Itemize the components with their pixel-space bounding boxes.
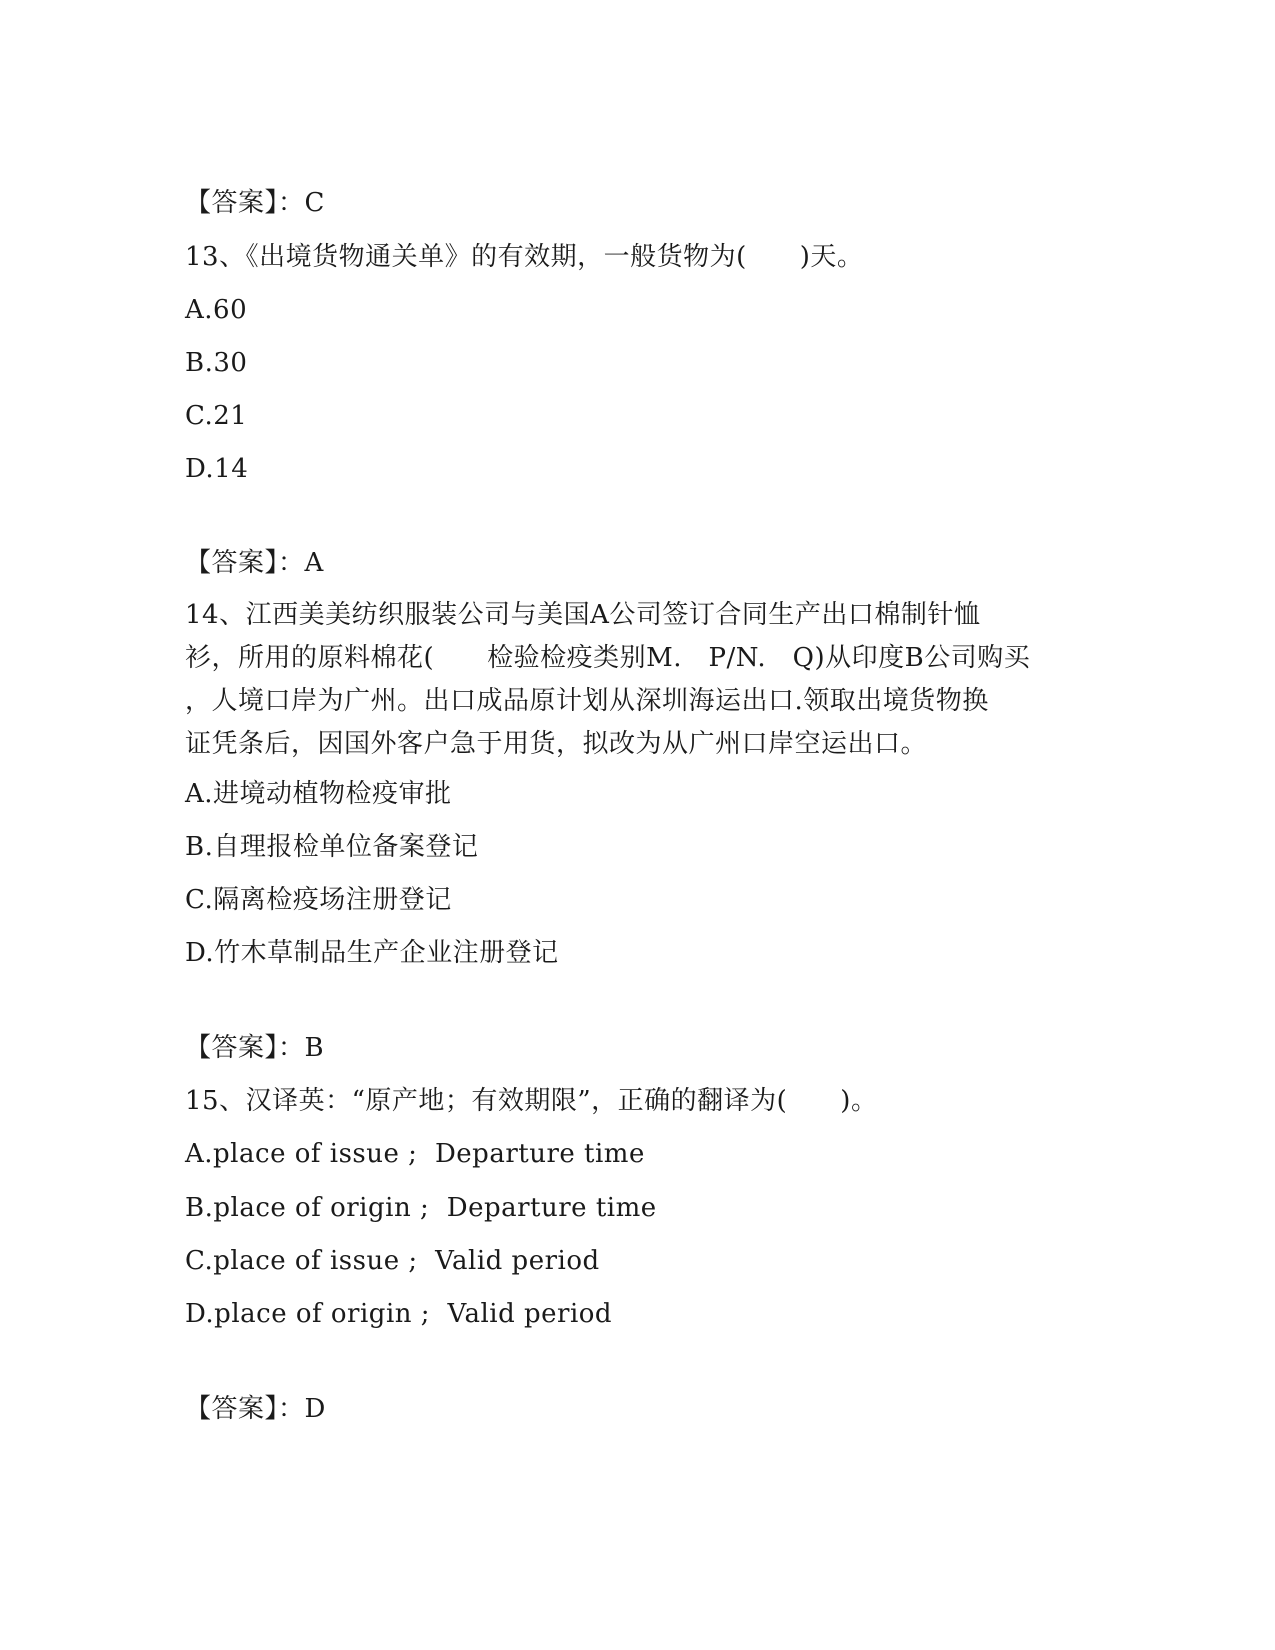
question-14-option-b: B.自理报检单位备案登记 — [185, 832, 479, 862]
answer-12: 【答案】：C — [185, 188, 325, 218]
question-15-stem: 15、汉译英：“原产地；有效期限”，正确的翻译为( )。 — [185, 1086, 878, 1116]
question-14-option-d: D.竹木草制品生产企业注册登记 — [185, 938, 559, 968]
question-14-stem-line-2: 衫，所用的原料棉花( 检验检疫类别M. P/N. Q)从印度B公司购买 — [185, 643, 1031, 673]
question-13-option-c: C.21 — [185, 401, 248, 431]
question-13-option-a: A.60 — [185, 295, 248, 325]
question-15-option-d: D.place of origin ; Valid period — [185, 1299, 613, 1329]
question-14-stem-line-3: ，人境口岸为广州。出口成品原计划从深圳海运出口.领取出境货物换 — [185, 686, 989, 716]
question-13-option-d: D.14 — [185, 454, 249, 484]
question-15-option-a: A.place of issue ; Departure time — [185, 1139, 645, 1169]
answer-15: 【答案】：D — [185, 1394, 326, 1424]
question-13-stem: 13、《出境货物通关单》的有效期，一般货物为( )天。 — [185, 242, 864, 272]
question-14-option-a: A.进境动植物检疫审批 — [185, 779, 452, 809]
question-14-stem — [185, 594, 1085, 766]
question-13-option-b: B.30 — [185, 348, 248, 378]
question-15-option-b: B.place of origin ; Departure time — [185, 1193, 657, 1223]
question-15-option-c: C.place of issue ; Valid period — [185, 1246, 600, 1276]
question-14-stem-line-1: 14、江西美美纺织服装公司与美国A公司签订合同生产出口棉制针恤 — [185, 600, 981, 630]
answer-14: 【答案】：B — [185, 1033, 325, 1063]
question-14-stem-line-4: 证凭条后，因国外客户急于用货，拟改为从广州口岸空运出口。 — [185, 729, 928, 759]
answer-13: 【答案】：A — [185, 548, 324, 578]
question-14-option-c: C.隔离检疫场注册登记 — [185, 885, 452, 915]
